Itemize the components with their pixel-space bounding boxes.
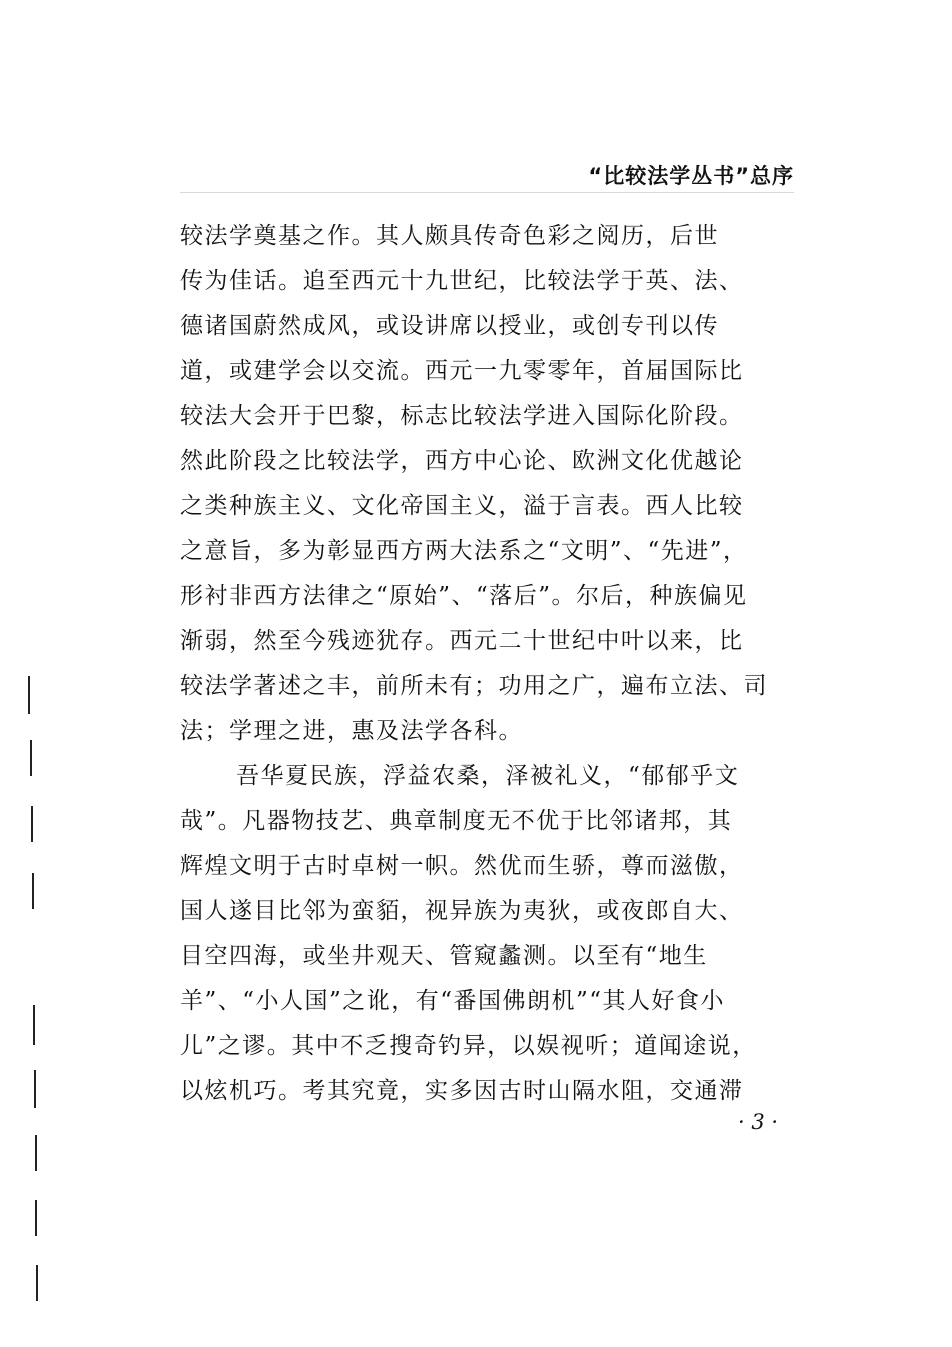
- text-line: 较法学奠基之作。其人颇具传奇色彩之阅历，后世: [180, 223, 719, 249]
- text-line: 目空四海，或坐井观天、管窥蠡测。以至有“地生: [180, 943, 708, 969]
- header-rule: [180, 192, 794, 193]
- text-line: 渐弱，然至今残迹犹存。西元二十世纪中叶以来，比: [180, 628, 744, 654]
- scan-mark: [28, 676, 30, 714]
- text-line: 以炫机巧。考其究竟，实多因古时山隔水阻，交通滞: [180, 1078, 744, 1104]
- text-line: 哉”。凡器物技艺、典章制度无不优于比邻诸邦，其: [180, 808, 733, 834]
- paragraph-2: [180, 754, 796, 1114]
- text-line: 辉煌文明于古时卓树一帜。然优而生骄，尊而滋傲，: [180, 853, 744, 879]
- scan-mark: [36, 1265, 38, 1301]
- text-line: 然此阶段之比较法学，西方中心论、欧洲文化优越论: [180, 448, 744, 474]
- text-line: 法；学理之进，惠及法学各科。: [180, 718, 523, 744]
- scan-mark: [35, 1135, 37, 1171]
- text-line: 较法大会开于巴黎，标志比较法学进入国际化阶段。: [180, 403, 744, 429]
- scan-mark: [34, 1070, 36, 1108]
- page-number: · 3 ·: [738, 1110, 779, 1134]
- text-line: 国人遂目比邻为蛮貊，视异族为夷狄，或夜郎自大、: [180, 898, 744, 924]
- scan-mark: [33, 1005, 35, 1045]
- text-line: 之意旨，多为彰显西方两大法系之“文明”、“先进”，: [180, 538, 748, 564]
- text-line: 形衬非西方法律之“原始”、“落后”。尔后，种族偏见: [180, 583, 748, 609]
- text-line: 道，或建学会以交流。西元一九零零年，首届国际比: [180, 358, 744, 384]
- scan-mark: [35, 1200, 37, 1236]
- running-header: “比较法学丛书”总序: [588, 164, 794, 188]
- text-line: 传为佳话。追至西元十九世纪，比较法学于英、法、: [180, 268, 744, 294]
- text-line: 较法学著述之丰，前所未有；功用之广，遍布立法、司: [180, 673, 768, 699]
- body-text: [180, 214, 796, 1114]
- paragraph-1: [180, 214, 796, 754]
- scan-mark: [32, 873, 34, 909]
- text-line: 德诸国蔚然成风，或设讲席以授业，或创专刊以传: [180, 313, 719, 339]
- text-line: 之类种族主义、文化帝国主义，溢于言表。西人比较: [180, 493, 744, 519]
- text-line: 儿”之谬。其中不乏搜奇钓异，以娱视听；道闻途说，: [180, 1033, 757, 1059]
- text-line: 吾华夏民族，浮益农桑，泽被礼义，“郁郁乎文: [236, 763, 740, 789]
- scan-mark: [30, 740, 32, 776]
- text-line: 羊”、“小人国”之讹，有“番国佛朗机”“其人好食小: [180, 988, 726, 1014]
- scan-mark: [31, 806, 33, 842]
